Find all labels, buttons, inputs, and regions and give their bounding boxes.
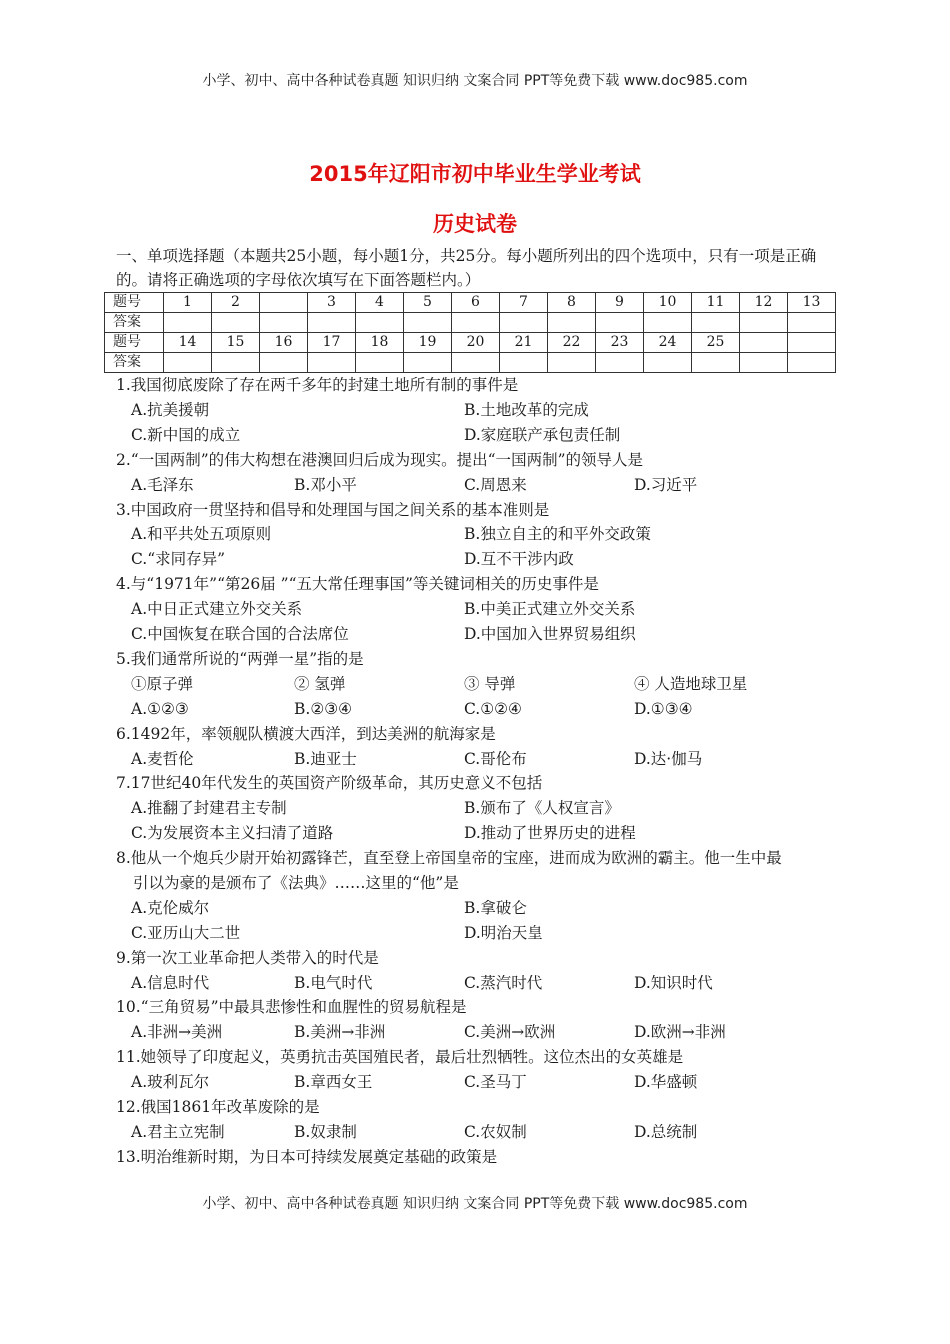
table-cell: 21	[500, 333, 548, 353]
answer-cell[interactable]	[596, 313, 644, 333]
table-cell: 17	[308, 333, 356, 353]
answer-cell[interactable]	[740, 313, 788, 333]
question-stem: 10.“三角贸易”中最具悲惨性和血腥性的贸易航程是	[116, 998, 467, 1016]
answer-cell[interactable]	[644, 313, 692, 333]
option[interactable]: C.圣马丁	[464, 1073, 527, 1091]
option[interactable]: C.为发展资本主义扫清了道路	[131, 824, 334, 842]
option[interactable]: A.中日正式建立外交关系	[131, 600, 303, 618]
option[interactable]: B.②③④	[294, 700, 353, 718]
table-cell	[740, 333, 788, 353]
option[interactable]: A.推翻了封建君主专制	[131, 799, 287, 817]
answer-cell[interactable]	[308, 353, 356, 373]
option[interactable]: D.华盛顿	[634, 1073, 698, 1091]
table-cell: 7	[500, 293, 548, 313]
option[interactable]: B.美洲→非洲	[294, 1023, 386, 1041]
table-cell: 2	[212, 293, 260, 313]
table-cell	[260, 293, 308, 313]
option[interactable]: C.蒸汽时代	[464, 974, 543, 992]
answer-cell[interactable]	[788, 353, 836, 373]
answer-cell[interactable]	[548, 313, 596, 333]
page-header: 小学、初中、高中各种试卷真题 知识归纳 文案合同 PPT等免费下载 www.doc985.com	[202, 73, 748, 89]
option[interactable]: D.推动了世界历史的进程	[464, 824, 636, 842]
answer-table	[104, 292, 836, 373]
answer-cell[interactable]	[404, 353, 452, 373]
table-cell	[788, 333, 836, 353]
answer-cell[interactable]	[404, 313, 452, 333]
table-row	[105, 333, 836, 353]
table-cell: 5	[404, 293, 452, 313]
table-cell: 23	[596, 333, 644, 353]
option[interactable]: A.和平共处五项原则	[131, 525, 272, 543]
table-cell: 14	[164, 333, 212, 353]
answer-cell[interactable]	[740, 353, 788, 373]
option[interactable]: C.农奴制	[464, 1123, 527, 1141]
table-cell: 16	[260, 333, 308, 353]
option[interactable]: C.新中国的成立	[131, 426, 241, 444]
question-stem: 13.明治维新时期，为日本可持续发展奠定基础的政策是	[116, 1148, 498, 1166]
answer-cell[interactable]	[260, 313, 308, 333]
answer-cell[interactable]	[500, 313, 548, 333]
table-cell: 答案	[105, 353, 164, 373]
answer-cell[interactable]	[788, 313, 836, 333]
question-stem: 2.“一国两制”的伟大构想在港澳回归后成为现实。提出“一国两制”的领导人是	[116, 451, 643, 469]
table-cell: 4	[356, 293, 404, 313]
table-cell: 24	[644, 333, 692, 353]
table-cell: 6	[452, 293, 500, 313]
option[interactable]: A.抗美援朝	[131, 401, 210, 419]
option[interactable]: C.哥伦布	[464, 750, 527, 768]
question-stem-continued: 引以为豪的是颁布了《法典》……这里的“他”是	[133, 874, 459, 892]
option[interactable]: B.电气时代	[294, 974, 373, 992]
option[interactable]: D.①③④	[634, 700, 693, 718]
table-cell: 3	[308, 293, 356, 313]
statement-item: ①原子弹	[131, 675, 194, 693]
option[interactable]: D.中国加入世界贸易组织	[464, 625, 636, 643]
table-cell: 13	[788, 293, 836, 313]
option[interactable]: A.信息时代	[131, 974, 210, 992]
table-cell: 题号	[105, 333, 164, 353]
option[interactable]: A.①②③	[131, 700, 189, 718]
answer-cell[interactable]	[452, 313, 500, 333]
question-stem: 6.1492年，率领舰队横渡大西洋，到达美洲的航海家是	[116, 725, 496, 743]
option[interactable]: D.总统制	[634, 1123, 698, 1141]
answer-cell[interactable]	[692, 313, 740, 333]
option[interactable]: B.独立自主的和平外交政策	[464, 525, 651, 543]
table-cell: 1	[164, 293, 212, 313]
option[interactable]: B.奴隶制	[294, 1123, 357, 1141]
answer-cell[interactable]	[356, 353, 404, 373]
table-cell: 19	[404, 333, 452, 353]
option[interactable]: B.颁布了《人权宣言》	[464, 799, 620, 817]
question-stem: 7.17世纪40年代发生的英国资产阶级革命，其历史意义不包括	[116, 774, 543, 792]
option[interactable]: C.中国恢复在联合国的合法席位	[131, 625, 349, 643]
section-instructions: 一、单项选择题（本题共25小题，每小题1分，共25分。每小题所列出的四个选项中，只有一项是正确的。请将正确选项的字母依次填写在下面答题栏内。）	[116, 247, 817, 289]
option[interactable]: A.麦哲伦	[131, 750, 194, 768]
table-cell: 12	[740, 293, 788, 313]
table-cell: 20	[452, 333, 500, 353]
exam-title: 2015年辽阳市初中毕业生学业考试	[309, 162, 641, 186]
table-row	[105, 293, 836, 313]
question-stem: 4.与“1971年”“第26届 ”“五大常任理事国”等关键词相关的历史事件是	[116, 575, 599, 593]
option[interactable]: D.习近平	[634, 476, 698, 494]
question-stem: 5.我们通常所说的“两弹一星”指的是	[116, 650, 364, 668]
answer-cell[interactable]	[164, 313, 212, 333]
question-stem: 1.我国彻底废除了存在两千多年的封建土地所有制的事件是	[116, 376, 519, 394]
option[interactable]: B.迪亚士	[294, 750, 357, 768]
option[interactable]: D.知识时代	[634, 974, 713, 992]
statement-item: ② 氢弹	[294, 675, 346, 693]
answer-cell[interactable]	[548, 353, 596, 373]
option[interactable]: B.土地改革的完成	[464, 401, 589, 419]
table-cell: 15	[212, 333, 260, 353]
option[interactable]: D.欧洲→非洲	[634, 1023, 726, 1041]
question-stem: 3.中国政府一贯坚持和倡导和处理国与国之间关系的基本准则是	[116, 501, 550, 519]
answer-cell[interactable]	[596, 353, 644, 373]
table-row	[105, 353, 836, 373]
table-cell: 8	[548, 293, 596, 313]
question-stem: 11.她领导了印度起义，英勇抗击英国殖民者，最后壮烈牺牲。这位杰出的女英雄是	[116, 1048, 684, 1066]
question-stem: 12.俄国1861年改革废除的是	[116, 1098, 320, 1116]
option[interactable]: B.章西女王	[294, 1073, 373, 1091]
answer-cell[interactable]	[452, 353, 500, 373]
option[interactable]: B.拿破仑	[464, 899, 527, 917]
option[interactable]: A.君主立宪制	[131, 1123, 225, 1141]
option[interactable]: B.中美正式建立外交关系	[464, 600, 636, 618]
table-cell: 22	[548, 333, 596, 353]
answer-cell[interactable]	[308, 313, 356, 333]
option[interactable]: C.周恩来	[464, 476, 527, 494]
option[interactable]: A.毛泽东	[131, 476, 194, 494]
table-row	[105, 313, 836, 333]
question-stem: 9.第一次工业革命把人类带入的时代是	[116, 949, 379, 967]
exam-subtitle: 历史试卷	[433, 212, 517, 236]
table-cell: 答案	[105, 313, 164, 333]
answer-cell[interactable]	[692, 353, 740, 373]
option[interactable]: C.①②④	[464, 700, 522, 718]
answer-cell[interactable]	[500, 353, 548, 373]
option[interactable]: C.美洲→欧洲	[464, 1023, 556, 1041]
answer-cell[interactable]	[212, 313, 260, 333]
table-cell: 25	[692, 333, 740, 353]
answer-cell[interactable]	[644, 353, 692, 373]
answer-cell[interactable]	[356, 313, 404, 333]
statement-item: ③ 导弹	[464, 675, 516, 693]
option[interactable]: A.克伦威尔	[131, 899, 210, 917]
table-cell: 11	[692, 293, 740, 313]
answer-cell[interactable]	[212, 353, 260, 373]
answer-cell[interactable]	[164, 353, 212, 373]
table-cell: 9	[596, 293, 644, 313]
answer-cell[interactable]	[260, 353, 308, 373]
option[interactable]: D.家庭联产承包责任制	[464, 426, 621, 444]
table-cell: 10	[644, 293, 692, 313]
option[interactable]: D.明治天皇	[464, 924, 543, 942]
option[interactable]: B.邓小平	[294, 476, 357, 494]
option[interactable]: D.达·伽马	[634, 750, 703, 768]
statement-item: ④ 人造地球卫星	[634, 675, 748, 693]
option[interactable]: C.亚历山大二世	[131, 924, 241, 942]
option[interactable]: C.“求同存异”	[131, 550, 226, 568]
option[interactable]: A.玻利瓦尔	[131, 1073, 210, 1091]
page-footer: 小学、初中、高中各种试卷真题 知识归纳 文案合同 PPT等免费下载 www.doc985.com	[202, 1196, 748, 1212]
option[interactable]: D.互不干涉内政	[464, 550, 574, 568]
question-stem: 8.他从一个炮兵少尉开始初露锋芒，直至登上帝国皇帝的宝座，进而成为欧洲的霸主。他一生中最	[116, 849, 782, 867]
option[interactable]: A.非洲→美洲	[131, 1023, 223, 1041]
table-cell: 18	[356, 333, 404, 353]
table-cell: 题号	[105, 293, 164, 313]
